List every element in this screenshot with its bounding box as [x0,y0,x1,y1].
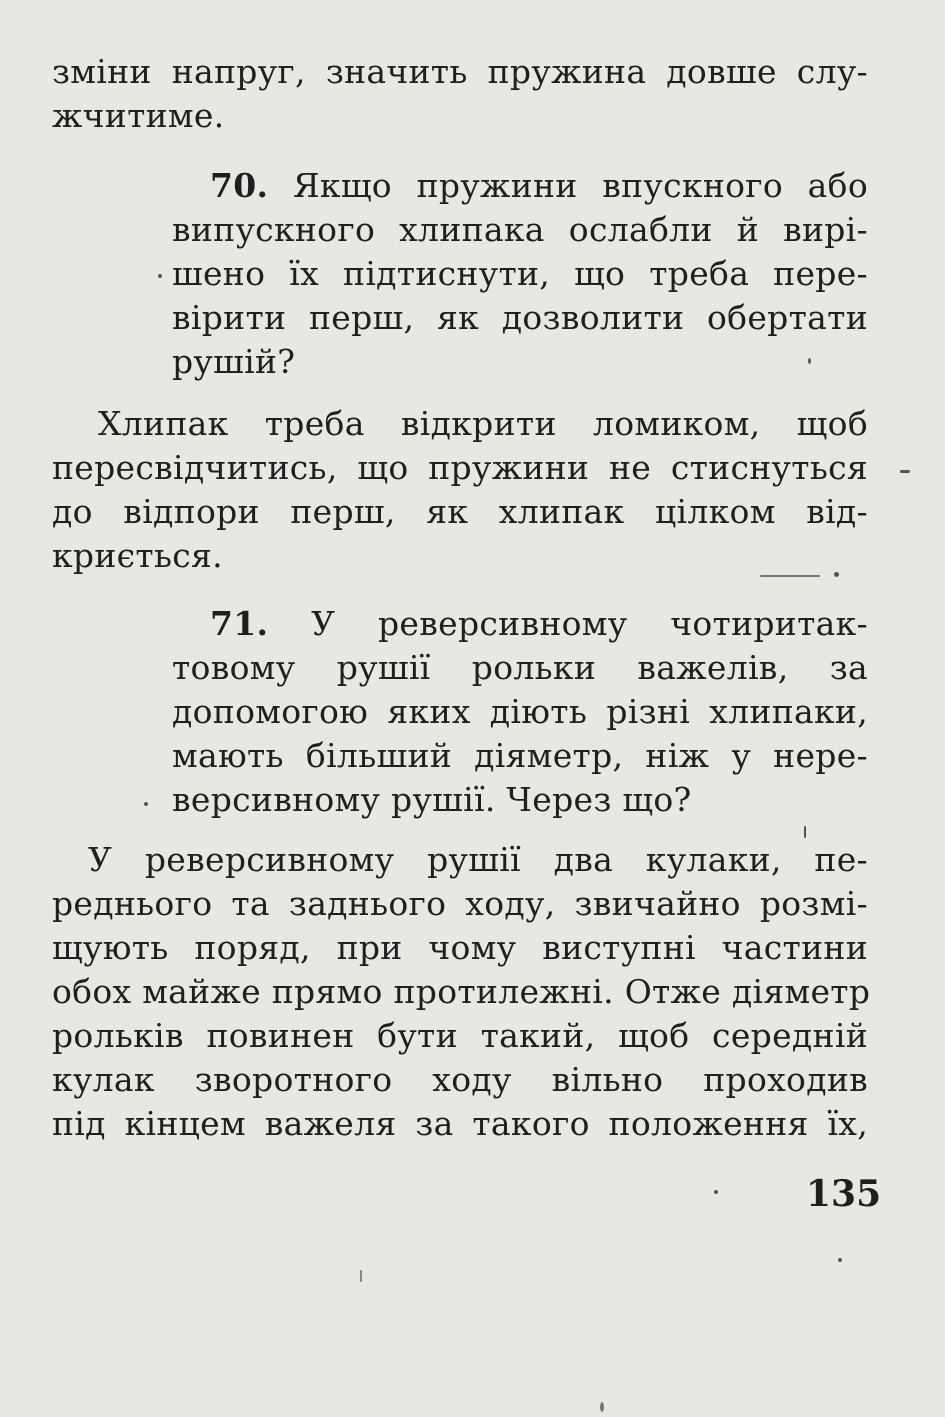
answer-71-line-7: під кінцем важеля за такого положення їх, [52,1104,868,1143]
print-speck [600,1402,604,1412]
question-71-line-2: товому рушії рольки важелів, за [172,648,868,687]
question-71-line-5: версивному рушії. Через що? [172,780,692,819]
answer-71-line-4: обох майже прямо протилежні. Отже діяметр [52,972,871,1011]
answer-71-line-1: У реверсивному рушії два кулаки, пе- [88,840,868,879]
answer-continuation-line-1: зміни напруг, значить пружина довше слу- [52,52,868,91]
print-speck [158,274,162,278]
answer-70-line-1: Хлипак треба відкрити ломиком, щоб [98,404,868,443]
print-speck [714,1190,718,1194]
answer-71-line-2: реднього та заднього ходу, звичайно розмі- [52,884,868,923]
question-70-text-start: Якщо пружини впускного або [292,166,868,205]
answer-70-line-2: пересвідчитись, що пружини не стиснуться [52,448,868,487]
question-70-line-2: випускного хлипака ослабли й вирі- [172,210,868,249]
print-speck [360,1270,362,1282]
answer-continuation-line-2: жчитиме. [52,96,225,135]
question-70-line-3: шено їх підтиснути, що треба пере- [172,254,868,293]
print-speck [834,572,839,577]
question-70-line-4: вірити перш, як дозволити обертати [172,298,868,337]
answer-70-line-4: криється. [52,536,223,575]
question-71-line-3: допомогою яких діють різні хлипаки, [172,692,868,731]
question-71-text-start: У реверсивному чотиритак- [311,604,868,643]
print-speck [144,802,148,806]
question-71-line-4: мають більший діяметр, ніж у нере- [172,736,868,775]
question-70-line-5: рушій? [172,342,296,381]
print-speck [900,470,910,473]
question-71-number: 71. [210,604,269,643]
print-speck [804,826,806,838]
print-speck [808,358,811,364]
answer-71-line-3: щують поряд, при чому виступні частини [52,928,868,967]
question-70-number: 70. [210,166,269,205]
answer-71-line-6: кулак зворотного ходу вільно проходив [52,1060,868,1099]
question-70-line-1 [210,164,868,208]
question-71-line-1 [210,602,868,646]
print-speck [838,1258,842,1262]
print-speck [760,575,820,577]
answer-71-line-5: рольків повинен бути такий, щоб середній [52,1016,868,1055]
page-number: 135 [806,1173,882,1215]
answer-70-line-3: до відпори перш, як хлипак цілком від- [52,492,868,531]
